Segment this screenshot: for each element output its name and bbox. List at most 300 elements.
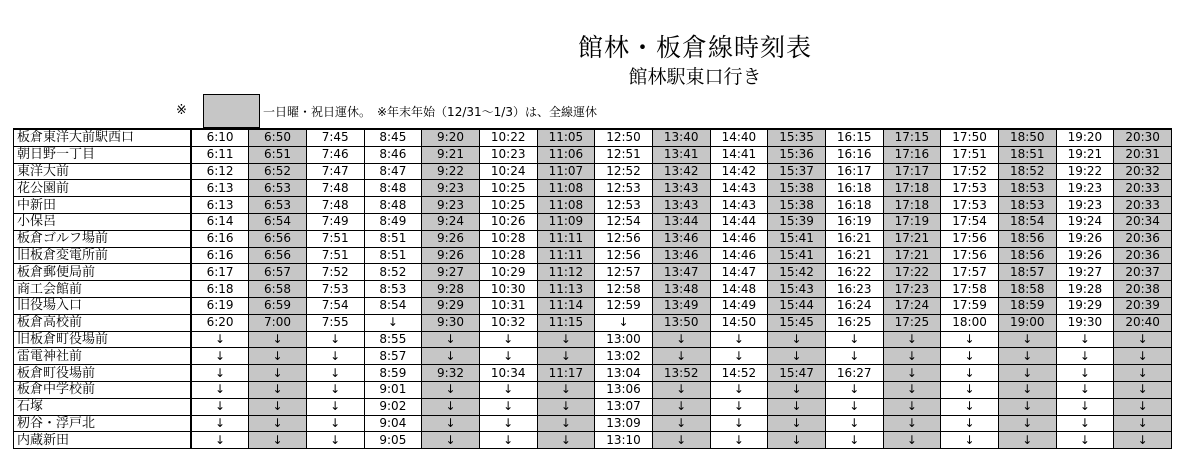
- departure-time-cell: 7:00: [249, 314, 307, 331]
- pass-arrow-cell: ↓: [941, 348, 999, 365]
- table-row: [14, 398, 1172, 415]
- departure-time-cell: 17:24: [883, 297, 941, 314]
- pass-arrow-cell: ↓: [652, 398, 710, 415]
- departure-time-cell: 16:17: [825, 163, 883, 180]
- pass-arrow-cell: ↓: [710, 331, 768, 348]
- departure-time-cell: 12:52: [595, 163, 653, 180]
- departure-time-cell: 17:21: [883, 247, 941, 264]
- departure-time-cell: 17:18: [883, 197, 941, 214]
- departure-time-cell: 9:26: [422, 247, 480, 264]
- pass-arrow-cell: ↓: [652, 331, 710, 348]
- pass-arrow-cell: ↓: [768, 432, 826, 449]
- table-row: [14, 432, 1172, 449]
- departure-time-cell: 15:42: [768, 264, 826, 281]
- departure-time-cell: 7:51: [306, 230, 364, 247]
- pass-arrow-cell: ↓: [941, 432, 999, 449]
- departure-time-cell: 7:49: [306, 213, 364, 230]
- departure-time-cell: 8:59: [364, 365, 422, 382]
- departure-time-cell: 6:13: [191, 180, 249, 197]
- table-row: [14, 213, 1172, 230]
- pass-arrow-cell: ↓: [537, 398, 595, 415]
- departure-time-cell: 11:15: [537, 314, 595, 331]
- departure-time-cell: 20:40: [1114, 314, 1172, 331]
- stop-name: 板倉町役場前: [14, 365, 192, 382]
- pass-arrow-cell: ↓: [998, 365, 1056, 382]
- departure-time-cell: 10:32: [479, 314, 537, 331]
- departure-time-cell: 14:43: [710, 197, 768, 214]
- pass-arrow-cell: ↓: [883, 415, 941, 432]
- departure-time-cell: 8:52: [364, 264, 422, 281]
- departure-time-cell: 7:51: [306, 247, 364, 264]
- pass-arrow-cell: ↓: [306, 398, 364, 415]
- pass-arrow-cell: ↓: [652, 415, 710, 432]
- departure-time-cell: 6:11: [191, 146, 249, 163]
- departure-time-cell: 11:12: [537, 264, 595, 281]
- table-row: [14, 180, 1172, 197]
- pass-arrow-cell: ↓: [479, 415, 537, 432]
- departure-time-cell: 13:04: [595, 365, 653, 382]
- pass-arrow-cell: ↓: [191, 398, 249, 415]
- departure-time-cell: 13:44: [652, 213, 710, 230]
- departure-time-cell: 9:29: [422, 297, 480, 314]
- pass-arrow-cell: ↓: [364, 314, 422, 331]
- departure-time-cell: 11:17: [537, 365, 595, 382]
- departure-time-cell: 12:57: [595, 264, 653, 281]
- pass-arrow-cell: ↓: [479, 348, 537, 365]
- departure-time-cell: 17:51: [941, 146, 999, 163]
- departure-time-cell: 8:48: [364, 180, 422, 197]
- departure-time-cell: 10:26: [479, 213, 537, 230]
- departure-time-cell: 6:56: [249, 247, 307, 264]
- pass-arrow-cell: ↓: [1056, 381, 1114, 398]
- departure-time-cell: 6:53: [249, 180, 307, 197]
- pass-arrow-cell: ↓: [768, 381, 826, 398]
- departure-time-cell: 8:54: [364, 297, 422, 314]
- pass-arrow-cell: ↓: [825, 398, 883, 415]
- departure-time-cell: 19:27: [1056, 264, 1114, 281]
- departure-time-cell: 12:54: [595, 213, 653, 230]
- departure-time-cell: 12:53: [595, 197, 653, 214]
- stop-name: 商工会館前: [14, 281, 192, 298]
- departure-time-cell: 16:23: [825, 281, 883, 298]
- departure-time-cell: 14:52: [710, 365, 768, 382]
- pass-arrow-cell: ↓: [537, 415, 595, 432]
- departure-time-cell: 12:51: [595, 146, 653, 163]
- departure-time-cell: 6:16: [191, 230, 249, 247]
- pass-arrow-cell: ↓: [595, 314, 653, 331]
- pass-arrow-cell: ↓: [825, 331, 883, 348]
- departure-time-cell: 11:11: [537, 230, 595, 247]
- departure-time-cell: 9:27: [422, 264, 480, 281]
- departure-time-cell: 9:02: [364, 398, 422, 415]
- departure-time-cell: 7:45: [306, 129, 364, 146]
- pass-arrow-cell: ↓: [249, 348, 307, 365]
- departure-time-cell: 11:05: [537, 129, 595, 146]
- departure-time-cell: 19:00: [998, 314, 1056, 331]
- departure-time-cell: 14:48: [710, 281, 768, 298]
- stop-name: 朝日野一丁目: [14, 146, 192, 163]
- pass-arrow-cell: ↓: [883, 432, 941, 449]
- departure-time-cell: 11:14: [537, 297, 595, 314]
- table-row: [14, 348, 1172, 365]
- departure-time-cell: 6:12: [191, 163, 249, 180]
- departure-time-cell: 20:32: [1114, 163, 1172, 180]
- departure-time-cell: 8:49: [364, 213, 422, 230]
- departure-time-cell: 13:10: [595, 432, 653, 449]
- pass-arrow-cell: ↓: [191, 348, 249, 365]
- departure-time-cell: 17:57: [941, 264, 999, 281]
- departure-time-cell: 13:09: [595, 415, 653, 432]
- pass-arrow-cell: ↓: [652, 348, 710, 365]
- pass-arrow-cell: ↓: [768, 348, 826, 365]
- departure-time-cell: 13:41: [652, 146, 710, 163]
- departure-time-cell: 14:46: [710, 247, 768, 264]
- departure-time-cell: 14:44: [710, 213, 768, 230]
- departure-time-cell: 12:58: [595, 281, 653, 298]
- departure-time-cell: 20:34: [1114, 213, 1172, 230]
- table-row: [14, 297, 1172, 314]
- departure-time-cell: 14:43: [710, 180, 768, 197]
- pass-arrow-cell: ↓: [652, 432, 710, 449]
- stop-name: 旧板倉変電所前: [14, 247, 192, 264]
- departure-time-cell: 20:38: [1114, 281, 1172, 298]
- departure-time-cell: 9:23: [422, 180, 480, 197]
- stop-name: 中新田: [14, 197, 192, 214]
- departure-time-cell: 7:52: [306, 264, 364, 281]
- departure-time-cell: 18:53: [998, 180, 1056, 197]
- pass-arrow-cell: ↓: [710, 415, 768, 432]
- table-row: [14, 230, 1172, 247]
- pass-arrow-cell: ↓: [998, 348, 1056, 365]
- pass-arrow-cell: ↓: [883, 348, 941, 365]
- departure-time-cell: 18:50: [998, 129, 1056, 146]
- departure-time-cell: 19:29: [1056, 297, 1114, 314]
- departure-time-cell: 8:48: [364, 197, 422, 214]
- departure-time-cell: 16:18: [825, 197, 883, 214]
- departure-time-cell: 10:31: [479, 297, 537, 314]
- stop-name: 東洋大前: [14, 163, 192, 180]
- table-row: [14, 415, 1172, 432]
- stop-name: 板倉中学校前: [14, 381, 192, 398]
- pass-arrow-cell: ↓: [537, 381, 595, 398]
- departure-time-cell: 10:28: [479, 247, 537, 264]
- departure-time-cell: 6:54: [249, 213, 307, 230]
- departure-time-cell: 13:43: [652, 197, 710, 214]
- pass-arrow-cell: ↓: [998, 398, 1056, 415]
- departure-time-cell: 16:27: [825, 365, 883, 382]
- departure-time-cell: 6:10: [191, 129, 249, 146]
- departure-time-cell: 8:45: [364, 129, 422, 146]
- legend-mark: ※: [176, 103, 187, 118]
- departure-time-cell: 10:22: [479, 129, 537, 146]
- departure-time-cell: 9:01: [364, 381, 422, 398]
- table-row: [14, 247, 1172, 264]
- pass-arrow-cell: ↓: [249, 381, 307, 398]
- pass-arrow-cell: ↓: [1114, 365, 1172, 382]
- pass-arrow-cell: ↓: [710, 432, 768, 449]
- departure-time-cell: 20:33: [1114, 197, 1172, 214]
- departure-time-cell: 13:02: [595, 348, 653, 365]
- departure-time-cell: 18:51: [998, 146, 1056, 163]
- departure-time-cell: 14:49: [710, 297, 768, 314]
- table-row: [14, 314, 1172, 331]
- timetable-title: 館林・板倉線時刻表: [577, 33, 812, 62]
- pass-arrow-cell: ↓: [998, 432, 1056, 449]
- departure-time-cell: 7:48: [306, 197, 364, 214]
- departure-time-cell: 19:21: [1056, 146, 1114, 163]
- departure-time-cell: 15:41: [768, 247, 826, 264]
- departure-time-cell: 12:59: [595, 297, 653, 314]
- departure-time-cell: 9:28: [422, 281, 480, 298]
- departure-time-cell: 18:56: [998, 230, 1056, 247]
- departure-time-cell: 17:23: [883, 281, 941, 298]
- departure-time-cell: 13:06: [595, 381, 653, 398]
- pass-arrow-cell: ↓: [537, 348, 595, 365]
- pass-arrow-cell: ↓: [191, 331, 249, 348]
- pass-arrow-cell: ↓: [306, 365, 364, 382]
- departure-time-cell: 17:59: [941, 297, 999, 314]
- pass-arrow-cell: ↓: [768, 415, 826, 432]
- departure-time-cell: 15:45: [768, 314, 826, 331]
- pass-arrow-cell: ↓: [191, 381, 249, 398]
- departure-time-cell: 16:22: [825, 264, 883, 281]
- pass-arrow-cell: ↓: [883, 398, 941, 415]
- pass-arrow-cell: ↓: [1056, 365, 1114, 382]
- pass-arrow-cell: ↓: [652, 381, 710, 398]
- departure-time-cell: 9:21: [422, 146, 480, 163]
- pass-arrow-cell: ↓: [1114, 381, 1172, 398]
- pass-arrow-cell: ↓: [1056, 415, 1114, 432]
- departure-time-cell: 13:50: [652, 314, 710, 331]
- departure-time-cell: 11:08: [537, 180, 595, 197]
- departure-time-cell: 20:31: [1114, 146, 1172, 163]
- pass-arrow-cell: ↓: [768, 398, 826, 415]
- departure-time-cell: 6:19: [191, 297, 249, 314]
- pass-arrow-cell: ↓: [710, 348, 768, 365]
- departure-time-cell: 6:59: [249, 297, 307, 314]
- pass-arrow-cell: ↓: [422, 381, 480, 398]
- departure-time-cell: 19:26: [1056, 247, 1114, 264]
- departure-time-cell: 16:16: [825, 146, 883, 163]
- departure-time-cell: 17:58: [941, 281, 999, 298]
- departure-time-cell: 9:32: [422, 365, 480, 382]
- departure-time-cell: 20:33: [1114, 180, 1172, 197]
- departure-time-cell: 19:24: [1056, 213, 1114, 230]
- departure-time-cell: 8:46: [364, 146, 422, 163]
- pass-arrow-cell: ↓: [998, 415, 1056, 432]
- pass-arrow-cell: ↓: [941, 415, 999, 432]
- pass-arrow-cell: ↓: [249, 398, 307, 415]
- stop-name: 花公園前: [14, 180, 192, 197]
- departure-time-cell: 17:16: [883, 146, 941, 163]
- pass-arrow-cell: ↓: [1056, 348, 1114, 365]
- departure-time-cell: 13:00: [595, 331, 653, 348]
- departure-time-cell: 6:13: [191, 197, 249, 214]
- departure-time-cell: 19:26: [1056, 230, 1114, 247]
- pass-arrow-cell: ↓: [249, 365, 307, 382]
- pass-arrow-cell: ↓: [710, 381, 768, 398]
- departure-time-cell: 19:28: [1056, 281, 1114, 298]
- departure-time-cell: 20:30: [1114, 129, 1172, 146]
- departure-time-cell: 13:40: [652, 129, 710, 146]
- pass-arrow-cell: ↓: [998, 331, 1056, 348]
- departure-time-cell: 10:24: [479, 163, 537, 180]
- pass-arrow-cell: ↓: [883, 331, 941, 348]
- pass-arrow-cell: ↓: [1056, 432, 1114, 449]
- pass-arrow-cell: ↓: [941, 398, 999, 415]
- legend-note: 一日曜・祝日運休。 ※年末年始（12/31～1/3）は、全線運休: [263, 105, 597, 119]
- departure-time-cell: 6:57: [249, 264, 307, 281]
- departure-time-cell: 18:00: [941, 314, 999, 331]
- departure-time-cell: 18:56: [998, 247, 1056, 264]
- departure-time-cell: 16:19: [825, 213, 883, 230]
- departure-time-cell: 14:50: [710, 314, 768, 331]
- departure-time-cell: 17:17: [883, 163, 941, 180]
- departure-time-cell: 9:22: [422, 163, 480, 180]
- pass-arrow-cell: ↓: [479, 381, 537, 398]
- pass-arrow-cell: ↓: [249, 415, 307, 432]
- table-row: [14, 146, 1172, 163]
- departure-time-cell: 14:41: [710, 146, 768, 163]
- departure-time-cell: 11:09: [537, 213, 595, 230]
- departure-time-cell: 8:57: [364, 348, 422, 365]
- departure-time-cell: 14:40: [710, 129, 768, 146]
- departure-time-cell: 6:17: [191, 264, 249, 281]
- departure-time-cell: 6:20: [191, 314, 249, 331]
- pass-arrow-cell: ↓: [422, 415, 480, 432]
- legend-shaded-swatch: [203, 94, 260, 128]
- departure-time-cell: 9:04: [364, 415, 422, 432]
- departure-time-cell: 20:37: [1114, 264, 1172, 281]
- departure-time-cell: 18:57: [998, 264, 1056, 281]
- table-row: [14, 281, 1172, 298]
- departure-time-cell: 6:53: [249, 197, 307, 214]
- pass-arrow-cell: ↓: [1114, 432, 1172, 449]
- pass-arrow-cell: ↓: [825, 348, 883, 365]
- departure-time-cell: 17:54: [941, 213, 999, 230]
- departure-time-cell: 19:30: [1056, 314, 1114, 331]
- departure-time-cell: 11:06: [537, 146, 595, 163]
- departure-time-cell: 10:25: [479, 197, 537, 214]
- departure-time-cell: 7:54: [306, 297, 364, 314]
- table-row: [14, 264, 1172, 281]
- table-row: [14, 381, 1172, 398]
- pass-arrow-cell: ↓: [306, 331, 364, 348]
- pass-arrow-cell: ↓: [998, 381, 1056, 398]
- pass-arrow-cell: ↓: [422, 432, 480, 449]
- departure-time-cell: 19:23: [1056, 197, 1114, 214]
- pass-arrow-cell: ↓: [306, 432, 364, 449]
- pass-arrow-cell: ↓: [1056, 331, 1114, 348]
- departure-time-cell: 15:39: [768, 213, 826, 230]
- departure-time-cell: 15:44: [768, 297, 826, 314]
- departure-time-cell: 18:54: [998, 213, 1056, 230]
- departure-time-cell: 11:08: [537, 197, 595, 214]
- departure-time-cell: 19:22: [1056, 163, 1114, 180]
- departure-time-cell: 15:47: [768, 365, 826, 382]
- departure-time-cell: 13:49: [652, 297, 710, 314]
- stop-name: 旧役場入口: [14, 297, 192, 314]
- departure-time-cell: 9:20: [422, 129, 480, 146]
- departure-time-cell: 17:50: [941, 129, 999, 146]
- stop-name: 内蔵新田: [14, 432, 192, 449]
- departure-time-cell: 10:34: [479, 365, 537, 382]
- table-row: [14, 197, 1172, 214]
- departure-time-cell: 13:48: [652, 281, 710, 298]
- pass-arrow-cell: ↓: [941, 381, 999, 398]
- pass-arrow-cell: ↓: [1114, 331, 1172, 348]
- departure-time-cell: 10:25: [479, 180, 537, 197]
- departure-time-cell: 13:46: [652, 230, 710, 247]
- pass-arrow-cell: ↓: [479, 331, 537, 348]
- departure-time-cell: 10:29: [479, 264, 537, 281]
- stop-name: 旧板倉町役場前: [14, 331, 192, 348]
- departure-time-cell: 13:47: [652, 264, 710, 281]
- departure-time-cell: 16:25: [825, 314, 883, 331]
- pass-arrow-cell: ↓: [306, 348, 364, 365]
- stop-name: 雷電神社前: [14, 348, 192, 365]
- departure-time-cell: 8:47: [364, 163, 422, 180]
- departure-time-cell: 14:46: [710, 230, 768, 247]
- pass-arrow-cell: ↓: [1114, 415, 1172, 432]
- pass-arrow-cell: ↓: [479, 398, 537, 415]
- departure-time-cell: 14:47: [710, 264, 768, 281]
- stop-name: 板倉郵便局前: [14, 264, 192, 281]
- departure-time-cell: 8:51: [364, 230, 422, 247]
- departure-time-cell: 15:43: [768, 281, 826, 298]
- departure-time-cell: 13:07: [595, 398, 653, 415]
- pass-arrow-cell: ↓: [422, 331, 480, 348]
- departure-time-cell: 6:58: [249, 281, 307, 298]
- pass-arrow-cell: ↓: [422, 348, 480, 365]
- pass-arrow-cell: ↓: [825, 415, 883, 432]
- departure-time-cell: 8:53: [364, 281, 422, 298]
- pass-arrow-cell: ↓: [191, 365, 249, 382]
- pass-arrow-cell: ↓: [710, 398, 768, 415]
- pass-arrow-cell: ↓: [825, 381, 883, 398]
- departure-time-cell: 9:24: [422, 213, 480, 230]
- departure-time-cell: 18:52: [998, 163, 1056, 180]
- pass-arrow-cell: ↓: [1056, 398, 1114, 415]
- stop-name: 石塚: [14, 398, 192, 415]
- departure-time-cell: 17:21: [883, 230, 941, 247]
- departure-time-cell: 17:15: [883, 129, 941, 146]
- departure-time-cell: 6:52: [249, 163, 307, 180]
- departure-time-cell: 7:48: [306, 180, 364, 197]
- departure-time-cell: 17:25: [883, 314, 941, 331]
- departure-time-cell: 15:38: [768, 197, 826, 214]
- pass-arrow-cell: ↓: [249, 331, 307, 348]
- departure-time-cell: 16:21: [825, 247, 883, 264]
- departure-time-cell: 15:36: [768, 146, 826, 163]
- departure-time-cell: 6:51: [249, 146, 307, 163]
- pass-arrow-cell: ↓: [306, 381, 364, 398]
- departure-time-cell: 10:23: [479, 146, 537, 163]
- pass-arrow-cell: ↓: [537, 432, 595, 449]
- departure-time-cell: 17:19: [883, 213, 941, 230]
- departure-time-cell: 17:56: [941, 247, 999, 264]
- departure-time-cell: 10:28: [479, 230, 537, 247]
- departure-time-cell: 19:20: [1056, 129, 1114, 146]
- departure-time-cell: 15:37: [768, 163, 826, 180]
- pass-arrow-cell: ↓: [422, 398, 480, 415]
- departure-time-cell: 11:13: [537, 281, 595, 298]
- pass-arrow-cell: ↓: [1114, 398, 1172, 415]
- pass-arrow-cell: ↓: [883, 365, 941, 382]
- departure-time-cell: 9:23: [422, 197, 480, 214]
- timetable-subtitle: 館林駅東口行き: [628, 66, 762, 88]
- departure-time-cell: 12:53: [595, 180, 653, 197]
